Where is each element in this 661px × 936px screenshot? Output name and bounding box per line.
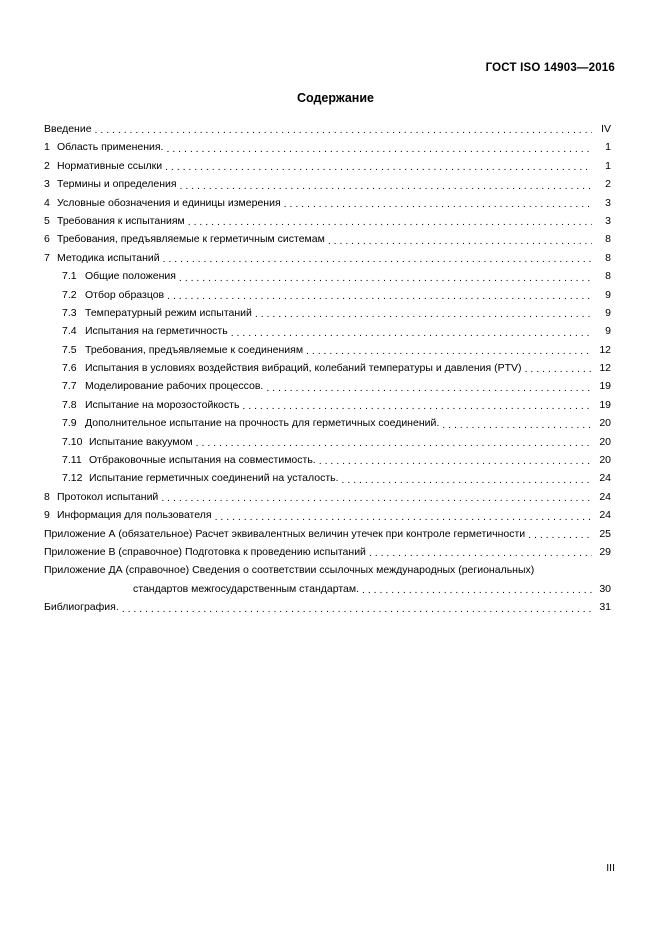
- toc-entry-page-number: 25: [599, 527, 611, 540]
- toc-entry-page-number: 20: [599, 454, 611, 467]
- toc-entry[interactable]: [44, 212, 611, 230]
- toc-dot-leader: [188, 216, 592, 229]
- toc-entry[interactable]: [44, 175, 611, 193]
- toc-entry-text: Отбор образцов: [85, 288, 165, 301]
- toc-entry[interactable]: [44, 120, 611, 138]
- toc-entry-text: Приложение А (обязательное) Расчет эквивалентных величин утечек при контроле герметичности: [44, 527, 526, 540]
- toc-entry-label: [44, 488, 161, 506]
- toc-entry-text: Термины и определения: [57, 178, 177, 191]
- toc-entry-text: Требования, предъявляемые к герметичным системам: [57, 233, 325, 246]
- toc-entry-page-number: 12: [599, 343, 611, 356]
- toc-entry[interactable]: [44, 525, 611, 543]
- toc-dot-leader: [179, 272, 592, 285]
- toc-entry-label: [44, 377, 266, 395]
- toc-entry-number: 7.1: [62, 270, 77, 283]
- toc-entry-label: [44, 451, 319, 469]
- toc-entry-label: [44, 359, 525, 377]
- toc-entry-number: 6: [44, 233, 50, 246]
- toc-entry-number: 7.7: [62, 380, 77, 393]
- toc-entry-page-number: 29: [599, 545, 611, 558]
- toc-entry-page-number: 1: [605, 141, 611, 154]
- toc-dot-leader: [319, 455, 592, 468]
- toc-entry-number: 2: [44, 159, 50, 172]
- toc-entry-page-number: 24: [599, 490, 611, 503]
- toc-entry-label: [44, 414, 442, 432]
- toc-entry-page-number: 24: [599, 472, 611, 485]
- toc-entry-page-number: 2: [605, 178, 611, 191]
- toc-entry-text: Приложение ДА (справочное) Сведения о соответствии ссылочных международных (региональных): [44, 564, 535, 577]
- toc-entry-page-number: 20: [599, 417, 611, 430]
- toc-entry-text: Испытание на морозостойкость: [85, 398, 240, 411]
- toc-dot-leader: [167, 290, 592, 303]
- toc-entry[interactable]: [44, 377, 611, 395]
- toc-entry-label: [44, 212, 188, 230]
- toc-entry[interactable]: [44, 304, 611, 322]
- toc-dot-leader: [369, 547, 592, 560]
- toc-dot-leader: [362, 584, 592, 597]
- toc-entry-text: Дополнительное испытание на прочность для герметичных соединений.: [85, 417, 440, 430]
- toc-entry-page-number: 3: [605, 196, 611, 209]
- toc-entry-number: 7.11: [62, 454, 82, 467]
- toc-dot-leader: [165, 161, 592, 174]
- toc-entry-label: [44, 543, 369, 561]
- toc-dot-leader: [163, 253, 592, 266]
- toc-entry[interactable]: [44, 543, 611, 561]
- toc-entry-label: [44, 194, 284, 212]
- toc-entry[interactable]: [44, 138, 611, 156]
- toc-entry-label: [44, 120, 95, 138]
- toc-entry-text: Испытания на герметичность: [85, 325, 228, 338]
- toc-entry-label: [44, 157, 165, 175]
- toc-entry-page-number: 1: [605, 159, 611, 172]
- toc-entry-number: 7.9: [62, 417, 77, 430]
- toc-entry-label: [44, 138, 166, 156]
- toc-entry-number: 7.3: [62, 306, 77, 319]
- toc-entry-number: 1: [44, 141, 50, 154]
- toc-entry-number: 9: [44, 509, 50, 522]
- toc-entry-text: Введение: [44, 122, 92, 135]
- toc-entry-page-number: 8: [605, 233, 611, 246]
- page-title: Содержание: [296, 91, 374, 105]
- toc-entry[interactable]: [44, 488, 611, 506]
- toc-entry-text: Требования, предъявляемые к соединениям: [85, 343, 304, 356]
- toc-entry-text: Библиография.: [44, 601, 119, 614]
- toc-entry-number: 3: [44, 178, 50, 191]
- toc-entry-number: 7.6: [62, 362, 77, 375]
- toc-entry-page-number: 9: [605, 288, 611, 301]
- toc-entry-label: [44, 396, 242, 414]
- toc-entry[interactable]: [44, 286, 611, 304]
- toc-entry-text: Испытание герметичных соединений на усталость.: [89, 472, 339, 485]
- toc-dot-leader: [342, 474, 592, 487]
- toc-entry-label: [44, 506, 215, 524]
- toc-entry-label: [44, 267, 179, 285]
- toc-entry-text: Нормативные ссылки: [57, 159, 163, 172]
- toc-dot-leader: [196, 437, 592, 450]
- toc-dot-leader: [284, 198, 592, 211]
- toc-entry-text: Температурный режим испытаний: [85, 306, 252, 319]
- toc-entry-label: [44, 286, 167, 304]
- toc-entry-label: [44, 469, 342, 487]
- toc-dot-leader: [242, 400, 592, 413]
- toc-entry-label: [44, 598, 122, 616]
- toc-entry-page-number: 20: [599, 435, 611, 448]
- toc-entry-text: Область применения.: [57, 141, 164, 154]
- table-of-contents: [44, 120, 611, 617]
- toc-entry-number: 7.10: [62, 435, 83, 448]
- toc-entry-label: [44, 561, 537, 579]
- toc-entry-page-number: 19: [599, 380, 611, 393]
- toc-entry-label: [44, 230, 328, 248]
- toc-entry-text: Условные обозначения и единицы измерения: [57, 196, 281, 209]
- toc-entry[interactable]: [44, 249, 611, 267]
- toc-entry-number: 7.4: [62, 325, 77, 338]
- toc-entry-label: [44, 175, 180, 193]
- toc-dot-leader: [95, 124, 592, 137]
- toc-dot-leader: [442, 419, 592, 432]
- toc-entry-page-number: 8: [605, 270, 611, 283]
- toc-entry-page-number: 9: [605, 306, 611, 319]
- toc-entry[interactable]: [44, 157, 611, 175]
- toc-entry-number: 7.8: [62, 398, 77, 411]
- toc-dot-leader: [166, 143, 592, 156]
- toc-dot-leader: [255, 308, 592, 321]
- toc-entry-label: [44, 433, 196, 451]
- running-header-standard-number: ГОСТ ISO 14903—2016: [485, 62, 615, 74]
- toc-entry-number: 7.5: [62, 343, 77, 356]
- toc-entry[interactable]: [44, 230, 611, 248]
- toc-dot-leader: [328, 235, 592, 248]
- toc-dot-leader: [122, 603, 592, 616]
- toc-dot-leader: [306, 345, 592, 358]
- toc-entry-text: Испытание вакуумом: [89, 435, 193, 448]
- toc-dot-leader: [528, 529, 592, 542]
- toc-entry-text: Методика испытаний: [57, 251, 160, 264]
- toc-dot-leader: [537, 566, 592, 579]
- toc-entry[interactable]: [44, 433, 611, 451]
- toc-entry-page-number: 30: [599, 582, 611, 595]
- toc-entry-page-number: 9: [605, 325, 611, 338]
- toc-entry-label: [44, 341, 306, 359]
- toc-entry-page-number: 12: [599, 362, 611, 375]
- toc-dot-leader: [161, 492, 592, 505]
- toc-entry-page-number: 3: [605, 214, 611, 227]
- toc-entry-number: 7.2: [62, 288, 77, 301]
- toc-entry-label: [44, 249, 163, 267]
- toc-entry-number: 7: [44, 251, 50, 264]
- toc-entry-label: [44, 304, 255, 322]
- toc-entry-page-number: 24: [599, 509, 611, 522]
- toc-entry[interactable]: [44, 506, 611, 524]
- toc-entry-number: 7.12: [62, 472, 83, 485]
- toc-entry[interactable]: [44, 451, 611, 469]
- toc-dot-leader: [215, 511, 592, 524]
- toc-entry[interactable]: [44, 341, 611, 359]
- toc-entry-label: [44, 322, 231, 340]
- toc-entry[interactable]: [44, 194, 611, 212]
- toc-entry[interactable]: [44, 580, 611, 598]
- toc-entry-number: 4: [44, 196, 50, 209]
- toc-dot-leader: [231, 327, 592, 340]
- toc-dot-leader: [525, 363, 592, 376]
- toc-entry-text: Требования к испытаниям: [57, 214, 185, 227]
- toc-entry[interactable]: [44, 359, 611, 377]
- toc-entry-text: Приложение В (справочное) Подготовка к проведению испытаний: [44, 545, 366, 558]
- toc-entry[interactable]: [44, 396, 611, 414]
- toc-entry-page-number: 8: [605, 251, 611, 264]
- toc-entry-text: стандартов межгосударственным стандартам.: [133, 582, 360, 595]
- toc-entry-text: Испытания в условиях воздействия вибраций, колебаний температуры и давления (PTV): [85, 362, 522, 375]
- toc-entry-page-number: IV: [601, 122, 611, 135]
- toc-entry-number: 5: [44, 214, 50, 227]
- toc-dot-leader: [180, 180, 592, 193]
- toc-entry-number: 8: [44, 490, 50, 503]
- toc-entry-text: Моделирование рабочих процессов.: [85, 380, 264, 393]
- toc-entry-label: [44, 525, 528, 543]
- toc-entry-text: Отбраковочные испытания на совместимость.: [89, 454, 316, 467]
- toc-dot-leader: [266, 382, 592, 395]
- toc-entry[interactable]: [44, 469, 611, 487]
- toc-entry-text: Общие положения: [85, 270, 176, 283]
- toc-entry-text: Информация для пользователя: [57, 509, 212, 522]
- toc-entry-label: [44, 580, 362, 598]
- toc-entry-text: Протокол испытаний: [57, 490, 159, 503]
- toc-entry[interactable]: [44, 561, 611, 579]
- toc-entry-page-number: 19: [599, 398, 611, 411]
- footer-page-number: III: [606, 862, 615, 874]
- toc-entry[interactable]: [44, 598, 611, 616]
- toc-entry-page-number: 31: [599, 601, 611, 614]
- toc-entry[interactable]: [44, 322, 611, 340]
- toc-entry[interactable]: [44, 267, 611, 285]
- toc-entry[interactable]: [44, 414, 611, 432]
